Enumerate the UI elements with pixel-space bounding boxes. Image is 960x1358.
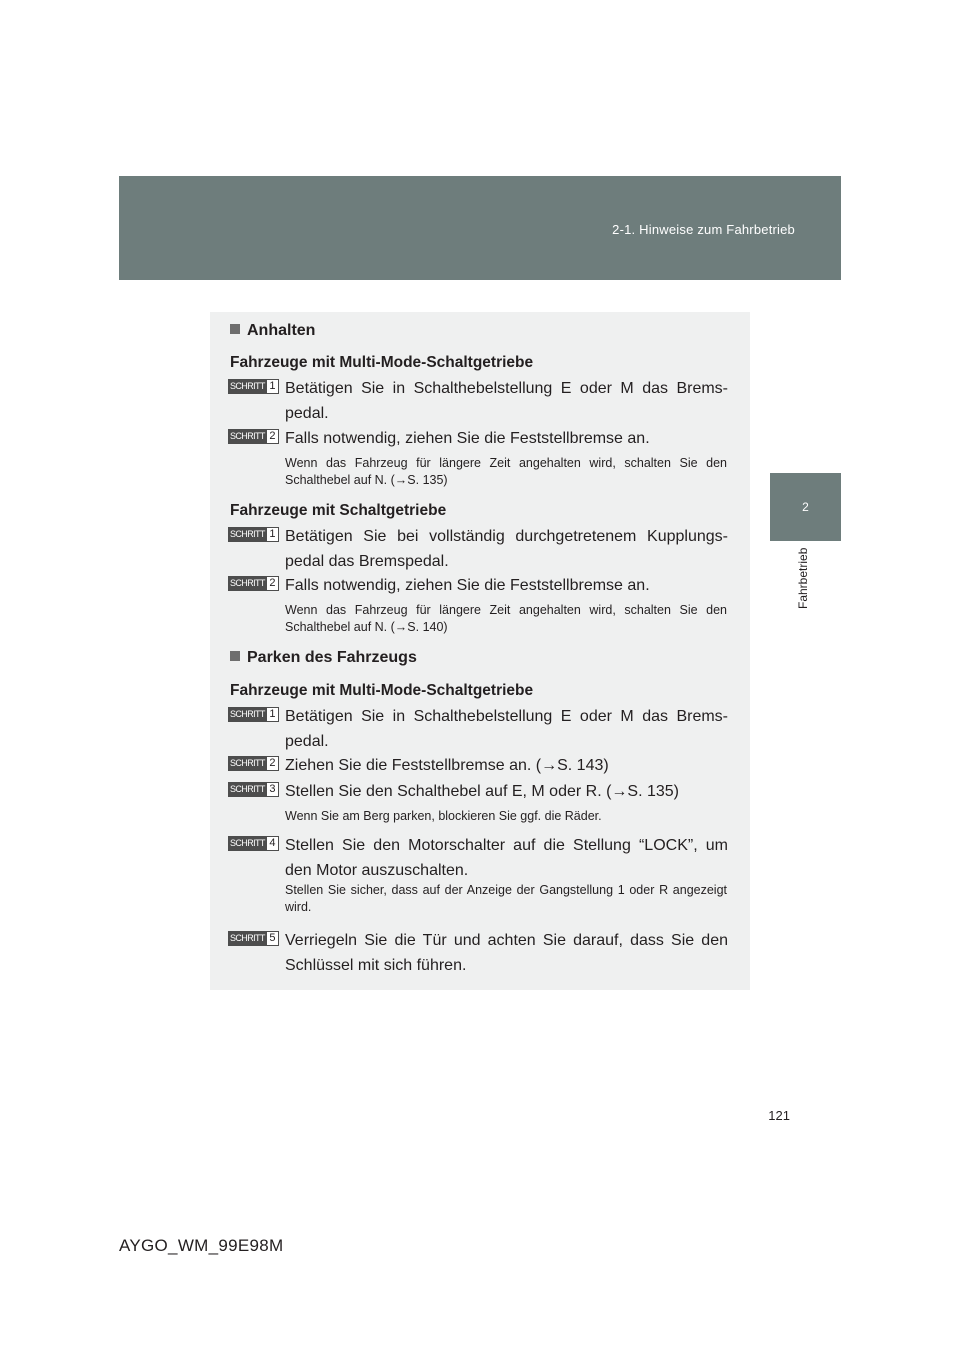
step-text: Ziehen Sie die Feststellbremse an. (→S. 143): [285, 757, 609, 774]
step-text: Stellen Sie den Schalthebel auf E, M oder R. (→S. 135): [285, 783, 679, 800]
subheading-mmt: Fahrzeuge mit Multi-Mode-Schaltgetriebe: [230, 682, 534, 699]
document-code: AYGO_WM_99E98M: [119, 1236, 284, 1255]
square-bullet-icon: [230, 651, 240, 661]
step-item: [228, 426, 728, 451]
subheading-manual: Fahrzeuge mit Schaltgetriebe: [230, 502, 447, 519]
step-item: [228, 833, 728, 883]
content-box: [210, 312, 750, 990]
section-heading-parken: Parken des Fahrzeugs: [230, 649, 417, 667]
step-badge: SCHRITT 2: [228, 756, 279, 771]
note-text: Stellen Sie sicher, dass auf der Anzeige der Gangstellung 1 oder R angezeigt wird.: [285, 883, 727, 914]
step-text: Stellen Sie den Motorschalter auf die Stellung “LOCK”, um den Motor auszuschalten.: [285, 837, 728, 879]
header-band: [119, 176, 841, 280]
subheading-mmt: Fahrzeuge mit Multi-Mode-Schaltgetriebe: [230, 354, 534, 371]
step-badge: SCHRITT 5: [228, 931, 279, 946]
step-text: Falls notwendig, ziehen Sie die Feststellbremse an.: [285, 430, 650, 447]
page-number: 121: [768, 1108, 790, 1123]
step-item: [228, 376, 728, 426]
note-text: Wenn das Fahrzeug für längere Zeit angehalten wird, schalten Sie den Schalthebel auf N. (→S. 135): [285, 456, 727, 487]
step-item: [228, 704, 728, 754]
note-text: Wenn Sie am Berg parken, blockieren Sie ggf. die Räder.: [285, 809, 602, 823]
step-badge: SCHRITT 3: [228, 782, 279, 797]
chapter-label: Fahrbetrieb: [796, 548, 810, 610]
step-item: [228, 928, 728, 978]
step-badge: SCHRITT 2: [228, 429, 279, 444]
note-text: Wenn das Fahrzeug für längere Zeit angehalten wird, schalten Sie den Schalthebel auf N. (→S. 140): [285, 603, 727, 634]
step-badge: SCHRITT 1: [228, 379, 279, 394]
step-text: Betätigen Sie in Schalthebelstellung E oder M das Bremspedal.: [285, 708, 728, 750]
step-badge: SCHRITT 1: [228, 527, 279, 542]
chapter-number: 2: [802, 500, 809, 514]
section-title: 2-1. Hinweise zum Fahrbetrieb: [612, 222, 795, 237]
step-text: Betätigen Sie in Schalthebelstellung E oder M das Bremspedal.: [285, 380, 728, 422]
step-badge: SCHRITT 2: [228, 576, 279, 591]
step-text: Falls notwendig, ziehen Sie die Feststellbremse an.: [285, 577, 650, 594]
section-heading-anhalten: Anhalten: [230, 322, 315, 340]
step-item: [228, 753, 728, 778]
step-text: Betätigen Sie bei vollständig durchgetretenem Kupplungspedal das Bremspedal.: [285, 528, 728, 570]
step-badge: SCHRITT 4: [228, 836, 279, 851]
step-item: [228, 573, 728, 598]
step-item: [228, 524, 728, 574]
square-bullet-icon: [230, 324, 240, 334]
chapter-tab: [770, 473, 841, 541]
step-badge: SCHRITT 1: [228, 707, 279, 722]
step-text: Verriegeln Sie die Tür und achten Sie darauf, dass Sie den Schlüssel mit sich führen.: [285, 932, 728, 974]
step-item: [228, 779, 728, 804]
